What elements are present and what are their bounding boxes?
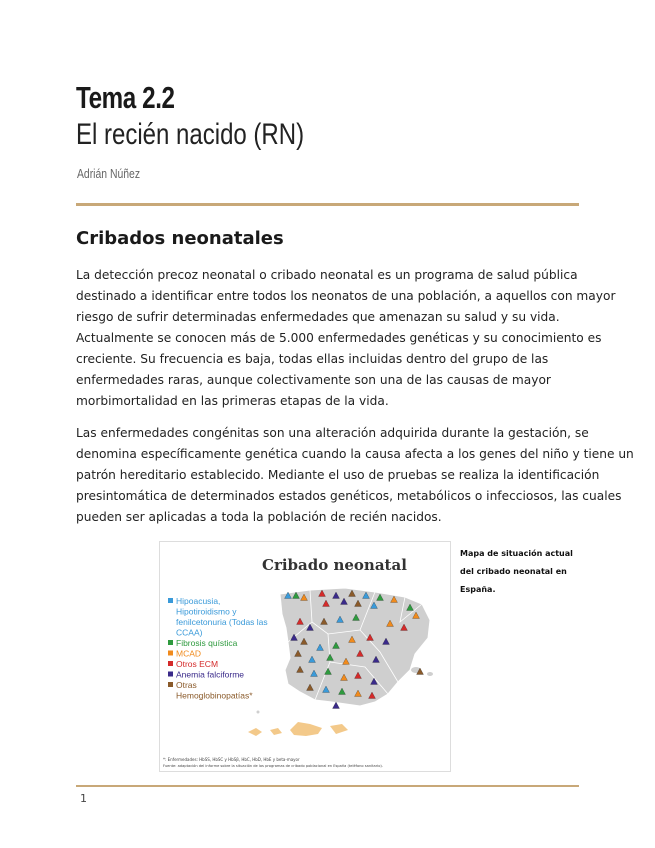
caption-line: Mapa de situación actual [460,549,573,558]
paragraph-1 [76,265,616,412]
paragraph-line: Las enfermedades congénitas son una alteración adquirida durante la gestación, se [76,426,589,440]
legend-label: Otras [176,680,197,690]
legend-label: Fibrosis quística [176,638,238,648]
paragraph-line: destinado a identificar entre todos los neonatos de una población, a aquellos con mayor [76,289,616,303]
canary-islands [290,722,322,736]
legend-label: Hipotiroidismo y [176,606,237,617]
paragraph-line: morbimortalidad en las primeras etapas de la vida. [76,394,389,408]
paragraph-line: riesgo de sufrir determinadas enfermedades que amenazan su salud y su vida. [76,310,560,324]
paragraph-line: enfermedades raras, aunque colectivamente son una de las causas de mayor [76,373,551,387]
legend-swatch [168,640,173,645]
canary-island [248,728,262,736]
canary-island [270,728,282,735]
paragraph-line: Actualmente se conocen más de 5.000 enfermedades genéticas y su conocimiento es [76,331,602,345]
bottom-divider [76,785,579,787]
figure-caption [460,545,580,599]
section-heading: Cribados neonatales [76,228,284,249]
map-title: Cribado neonatal [262,556,407,574]
legend-swatch [168,651,173,656]
screening-map-figure [159,541,451,772]
map-source: Fuente: adaptación del informe sobre la situación de los programas de cribado poblacional en España (teléfono sanitario). [163,764,383,768]
legend-label: Hipoacusia, [176,596,221,606]
map-footnote: *: Enfermedades: HbSS, HbSC y HbSβ, HbC, HbD, HbE y beta-mayor [163,757,300,762]
legend-label: MCAD [176,648,202,659]
document-title: El recién nacido (RN) [76,118,305,151]
paragraph-line: creciente. Su frecuencia es baja, todas ellas incluidas dentro del grupo de las [76,352,549,366]
map-legend [168,596,268,701]
legend-label: Hemoglobinopatías* [176,690,253,701]
legend-swatch [168,672,173,677]
page-number: 1 [80,792,87,805]
legend-label: Otros ECM [176,659,219,669]
balearic-island [427,672,433,676]
legend-label: fenilcetonuria (Todas las [176,617,268,627]
paragraph-line: La detección precoz neonatal o cribado neonatal es un programa de salud pública [76,268,578,282]
legend-label: Anemia falciforme [176,669,245,680]
legend-swatch [168,682,173,687]
paragraph-line: denomina específicamente genética cuando la causa afecta a los genes del niño y tiene un [76,447,634,461]
topic-heading: Tema 2.2 [76,80,175,115]
paragraph-line: patrón hereditario establecido. Mediante el uso de pruebas se realiza la identificación [76,468,600,482]
spain-map-image [160,542,450,771]
ceuta-marker [257,711,260,714]
paragraph-line: pueden ser aplicadas a toda la población de recién nacidos. [76,510,442,524]
caption-line: España. [460,585,496,594]
canary-island [330,724,348,734]
top-divider [76,203,579,206]
paragraph-line: presintomática de determinados estados genéticos, metabólicos o infecciosos, las cuales [76,489,622,503]
legend-swatch [168,598,173,603]
legend-swatch [168,661,173,666]
paragraph-2 [76,423,634,528]
caption-line: del cribado neonatal en [460,567,567,576]
author-name: Adrián Núñez [77,166,141,181]
legend-label: CCAA) [176,627,203,638]
